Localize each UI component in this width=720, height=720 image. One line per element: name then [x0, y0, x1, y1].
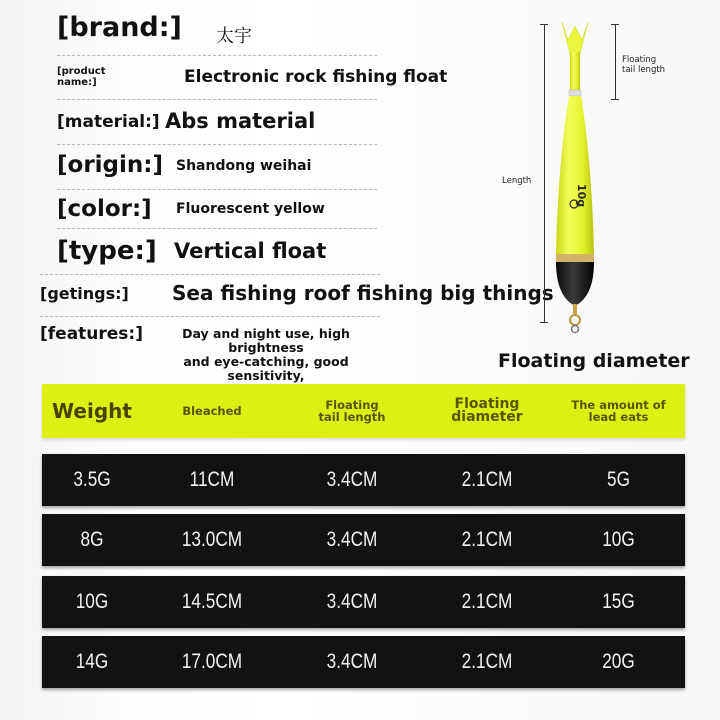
divider [57, 144, 377, 145]
features-value: Day and night use, high brightness and eye-catching, good sensitivity, [182, 326, 350, 383]
floating-diameter-label: Floating diameter [498, 350, 690, 372]
table-row [42, 514, 685, 566]
length-label: Length [502, 176, 532, 186]
divider [57, 189, 377, 190]
cell-tail-length: 3.4CM [326, 528, 378, 551]
header-lead-amount: The amount of lead eats [571, 398, 666, 424]
table-row [42, 454, 685, 506]
cell-bleached: 14.5CM [181, 590, 243, 613]
cell-bleached: 17.0CM [181, 650, 243, 673]
color-value: Fluorescent yellow [176, 201, 325, 217]
cell-weight: 8G [80, 528, 104, 551]
divider [40, 274, 380, 275]
cell-tail-length: 3.4CM [326, 650, 378, 673]
dimension-tick [611, 24, 619, 25]
divider [57, 55, 377, 56]
product-name-label: [product name:] [57, 66, 106, 88]
material-value: Abs material [165, 109, 316, 133]
cell-lead-amount: 15G [602, 590, 635, 613]
product-name-value: Electronic rock fishing float [184, 67, 448, 87]
cell-diameter: 2.1CM [461, 468, 513, 491]
table-header [42, 384, 685, 438]
divider [57, 99, 377, 100]
dimension-tick [611, 99, 619, 100]
table-row [42, 576, 685, 628]
cell-tail-length: 3.4CM [326, 468, 378, 491]
brand-value: 太宇 [216, 26, 252, 47]
cell-weight: 14G [75, 650, 109, 673]
cell-tail-length: 3.4CM [326, 590, 378, 613]
cell-lead-amount: 5G [607, 468, 630, 491]
header-weight: Weight [52, 399, 132, 423]
cell-weight: 3.5G [73, 468, 111, 491]
header-bleached: Bleached [182, 404, 242, 418]
origin-value: Shandong weihai [176, 158, 312, 174]
cell-bleached: 13.0CM [181, 528, 243, 551]
header-tail-length: Floating tail length [318, 398, 386, 424]
dimension-tick [540, 24, 548, 25]
cell-weight: 10G [75, 590, 109, 613]
brand-label: [brand:] [57, 12, 182, 43]
cell-lead-amount: 10G [602, 528, 635, 551]
color-label: [color:] [57, 196, 152, 222]
cell-lead-amount: 20G [602, 650, 635, 673]
dimension-tick [540, 322, 548, 323]
body-weight-text: 10g [575, 184, 588, 208]
features-label: [features:] [40, 324, 143, 344]
cell-diameter: 2.1CM [461, 650, 513, 673]
header-diameter: Floating diameter [451, 396, 523, 425]
material-label: [material:] [57, 112, 160, 132]
tail-length-label: Floating tail length [622, 55, 666, 75]
tail-dimension-line [615, 24, 616, 99]
getings-value: Sea fishing roof fishing big things [172, 281, 554, 305]
cell-diameter: 2.1CM [461, 528, 513, 551]
length-dimension-line [544, 24, 545, 322]
origin-label: [origin:] [57, 152, 163, 178]
cell-bleached: 11CM [189, 468, 235, 491]
table-row [42, 636, 685, 688]
getings-label: [getings:] [40, 284, 129, 303]
divider [57, 228, 377, 229]
float-illustration [490, 14, 710, 384]
type-value: Vertical float [174, 239, 327, 263]
type-label: [type:] [57, 236, 157, 266]
cell-diameter: 2.1CM [461, 590, 513, 613]
divider [40, 316, 380, 317]
